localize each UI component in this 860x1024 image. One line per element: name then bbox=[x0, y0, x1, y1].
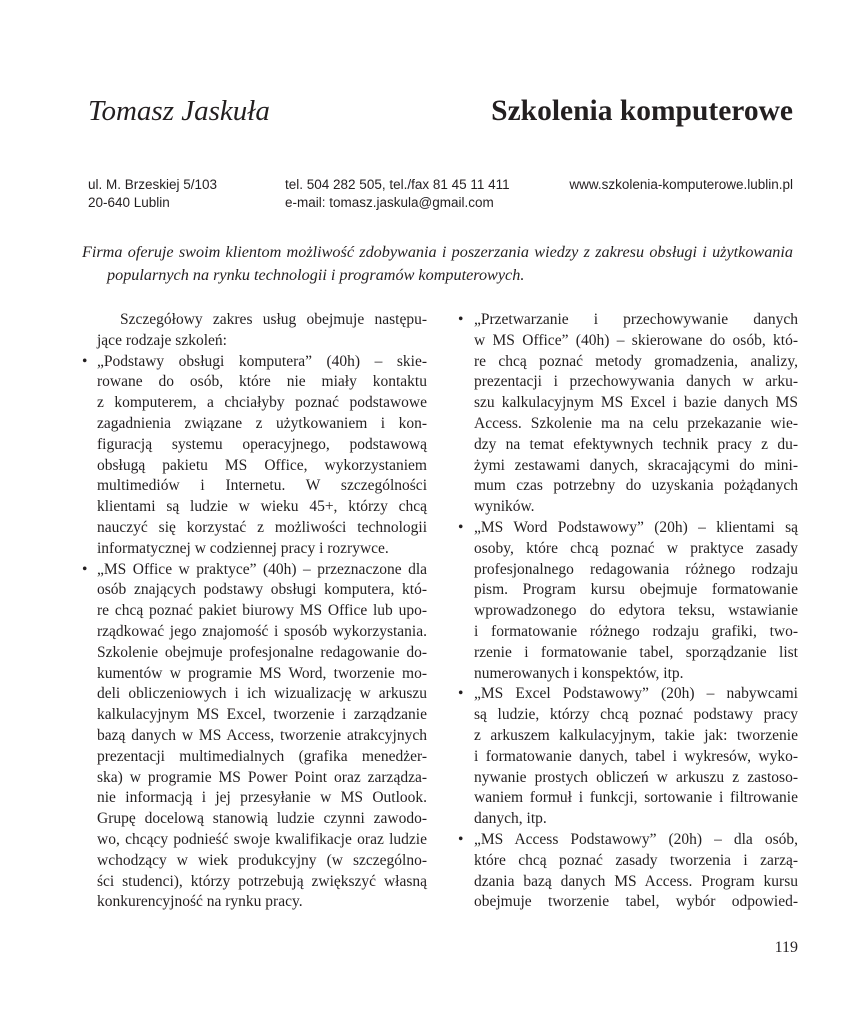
text-line: nauczyć się korzystać z możliwości technologii bbox=[97, 518, 427, 536]
contact-email: e-mail: tomasz.jaskula@gmail.com bbox=[285, 195, 494, 210]
contact-website: www.szkolenia-komputerowe.lublin.pl bbox=[569, 177, 793, 192]
text-line: profesjonalnego redagowania różnego rodzaju bbox=[474, 560, 798, 578]
text-line: danych, itp. bbox=[474, 810, 547, 828]
service-item-ms-office-practice bbox=[80, 560, 427, 914]
lead-paragraph bbox=[80, 310, 427, 352]
text-line: klientami są ludzie w wieku 45+, którzy chcą bbox=[97, 498, 427, 516]
text-line: kalkulacyjnym MS Excel, tworzenie i zarządzanie bbox=[97, 706, 427, 724]
item-lines bbox=[474, 310, 798, 518]
page-title: Szkolenia komputerowe bbox=[491, 95, 793, 127]
text-line: „MS Access Podstawowy” (20h) – dla osób, bbox=[474, 830, 798, 848]
text-line: „MS Excel Podstawowy” (20h) – nabywcami bbox=[474, 685, 798, 703]
text-line: prezentacji i przechowywania danych w arku- bbox=[474, 373, 798, 391]
text-line: Grupę docelową stanowią ludzie czynni zawodo- bbox=[97, 810, 427, 828]
bullet-icon: • bbox=[458, 311, 464, 328]
text-line: szu kalkulacyjnym MS Excel i bazie danych MS bbox=[474, 394, 798, 412]
text-line: w MS Office” (40h) – skierowane do osób, któ- bbox=[474, 331, 798, 349]
text-line: rzenie i formatowanie tabel, sporządzanie list bbox=[474, 643, 798, 661]
text-line: pism. Program kursu obejmuje formatowanie bbox=[474, 581, 798, 599]
text-line: ści studenci), którzy potrzebują zwiększyć własną bbox=[97, 872, 427, 890]
bullet-icon: • bbox=[82, 560, 88, 578]
text-line: kumentów w programie MS Word, tworzenie mo- bbox=[97, 664, 427, 682]
text-line: są ludzie, którzy chcą poznać podstawy pracy bbox=[474, 706, 798, 724]
bullet-icon: • bbox=[458, 518, 464, 536]
left-column bbox=[80, 310, 427, 913]
contact-website-block bbox=[569, 176, 793, 194]
bullet-icon: • bbox=[458, 685, 464, 703]
author-name: Tomasz Jaskuła bbox=[88, 95, 270, 127]
text-line: nywanie prostych obliczeń w arkuszu z zastoso- bbox=[474, 768, 798, 786]
item-lines bbox=[474, 830, 798, 913]
text-line: jące rodzaje szkoleń: bbox=[97, 331, 227, 349]
service-item-ms-access bbox=[456, 830, 798, 913]
text-line: i formatowanie różnego rodzaju grafiki, two- bbox=[474, 622, 798, 640]
intro-lines bbox=[82, 241, 793, 287]
contact-phone-email bbox=[285, 176, 510, 212]
text-line: obsługą pakietu MS Office, wykorzystaniem bbox=[97, 456, 427, 474]
text-line: „Przetwarzanie i przechowywanie danych bbox=[474, 311, 798, 328]
text-line: Szczegółowy zakres usług obejmuje następu- bbox=[120, 311, 427, 328]
text-line: żymi zestawami danych, skracającymi do mini- bbox=[474, 456, 798, 474]
right-column bbox=[456, 310, 798, 913]
text-line: figuracją systemu operacyjnego, podstawową bbox=[97, 435, 427, 453]
item-lines bbox=[97, 560, 427, 914]
text-line: z komputerem, a chciałyby poznać podstawowe bbox=[97, 394, 427, 412]
text-line: waniem formuł i funkcji, sortowanie i filtrowanie bbox=[474, 789, 798, 807]
text-line: osoby, które chcą poznać w praktyce zasady bbox=[474, 539, 798, 557]
item-lines bbox=[474, 518, 798, 684]
text-line: zagadnienia związane z użytkowaniem i kon- bbox=[97, 414, 427, 432]
text-line: re chcą poznać pakiet biurowy MS Office lub upo- bbox=[97, 602, 427, 620]
service-item-ms-excel bbox=[456, 684, 798, 830]
intro-paragraph bbox=[82, 241, 793, 287]
text-line: „MS Office w praktyce” (40h) – przeznaczone dla bbox=[97, 560, 427, 578]
text-line: „Podstawy obsługi komputera” (40h) – skie- bbox=[97, 352, 427, 370]
text-line: numerowanych i konspektów, itp. bbox=[474, 664, 684, 682]
text-line: re chcą poznać metody gromadzenia, analizy, bbox=[474, 352, 798, 370]
text-line: „MS Word Podstawowy” (20h) – klientami są bbox=[474, 518, 798, 536]
text-line: obejmuje tworzenie tabel, wybór odpowied- bbox=[474, 893, 798, 911]
text-line: wprowadzonego do edytora teksu, wstawianie bbox=[474, 602, 798, 620]
text-line: multimediów i Internetu. W szczególności bbox=[97, 477, 427, 495]
text-line: wo, chcący podnieść swoje kwalifikacje oraz ludzie bbox=[97, 830, 427, 848]
text-line: bazą danych w MS Access, tworzenie atrakcyjnych bbox=[97, 726, 427, 744]
text-line: Firma oferuje swoim klientom możliwość zdobywania i poszerzania wiedzy z zakresu obsługi i użytkowania bbox=[82, 243, 793, 261]
item-lines bbox=[474, 684, 798, 830]
text-line: dzy na temat efektywnych technik pracy z du- bbox=[474, 435, 798, 453]
text-line: z arkuszem kalkulacyjnym, takie jak: tworzenie bbox=[474, 726, 798, 744]
text-line: konkurencyjność na rynku pracy. bbox=[97, 893, 303, 911]
text-line: które chcą poznać zasady tworzenia i zarzą- bbox=[474, 851, 798, 869]
text-line: informatycznej w codziennej pracy i rozrywce. bbox=[97, 539, 389, 557]
service-item-data-processing bbox=[456, 310, 798, 518]
contact-address bbox=[88, 176, 217, 212]
text-line: dzania bazą danych MS Access. Program kursu bbox=[474, 872, 798, 890]
text-line: popularnych na rynku technologii i programów komputerowych. bbox=[107, 266, 525, 284]
text-line: Szkolenie obejmuje profesjonalne redagowanie do- bbox=[97, 643, 427, 661]
text-line: mum czas potrzebny do uzyskania pożądanych bbox=[474, 477, 798, 495]
contact-phone: tel. 504 282 505, tel./fax 81 45 11 411 bbox=[285, 177, 510, 192]
text-line: deli obliczeniowych i ich wizualizację w arkuszu bbox=[97, 685, 427, 703]
address-city: 20-640 Lublin bbox=[88, 195, 170, 210]
text-line: prezentacji multimedialnych (grafika menedżer- bbox=[97, 747, 427, 765]
bullet-icon: • bbox=[82, 352, 88, 370]
page-number: 119 bbox=[774, 939, 798, 956]
service-item-ms-word bbox=[456, 518, 798, 684]
text-line: rowane do osób, które nie miały kontaktu bbox=[97, 373, 427, 391]
service-item-computer-basics bbox=[80, 352, 427, 560]
text-line: osób znających podstawy obsługi komputera, któ- bbox=[97, 581, 427, 599]
text-line: nie informacją i jej przesyłanie w MS Outlook. bbox=[97, 789, 427, 807]
bullet-icon: • bbox=[458, 830, 464, 848]
text-line: rządkować jego znajomość i sposób wykorzystania. bbox=[97, 622, 427, 640]
text-line: Access. Szkolenie ma na celu przekazanie wie- bbox=[474, 414, 798, 432]
text-line: i formatowanie danych, tabel i wykresów, wyko- bbox=[474, 747, 798, 765]
text-line: wchodzący w wiek produkcyjny (w szczególno- bbox=[97, 851, 427, 869]
address-street: ul. M. Brzeskiej 5/103 bbox=[88, 177, 218, 192]
text-line: ska) w programie MS Power Point oraz zarządza- bbox=[97, 768, 427, 786]
text-line: wyników. bbox=[474, 498, 535, 516]
lead-lines bbox=[97, 310, 427, 352]
item-lines bbox=[97, 352, 427, 560]
